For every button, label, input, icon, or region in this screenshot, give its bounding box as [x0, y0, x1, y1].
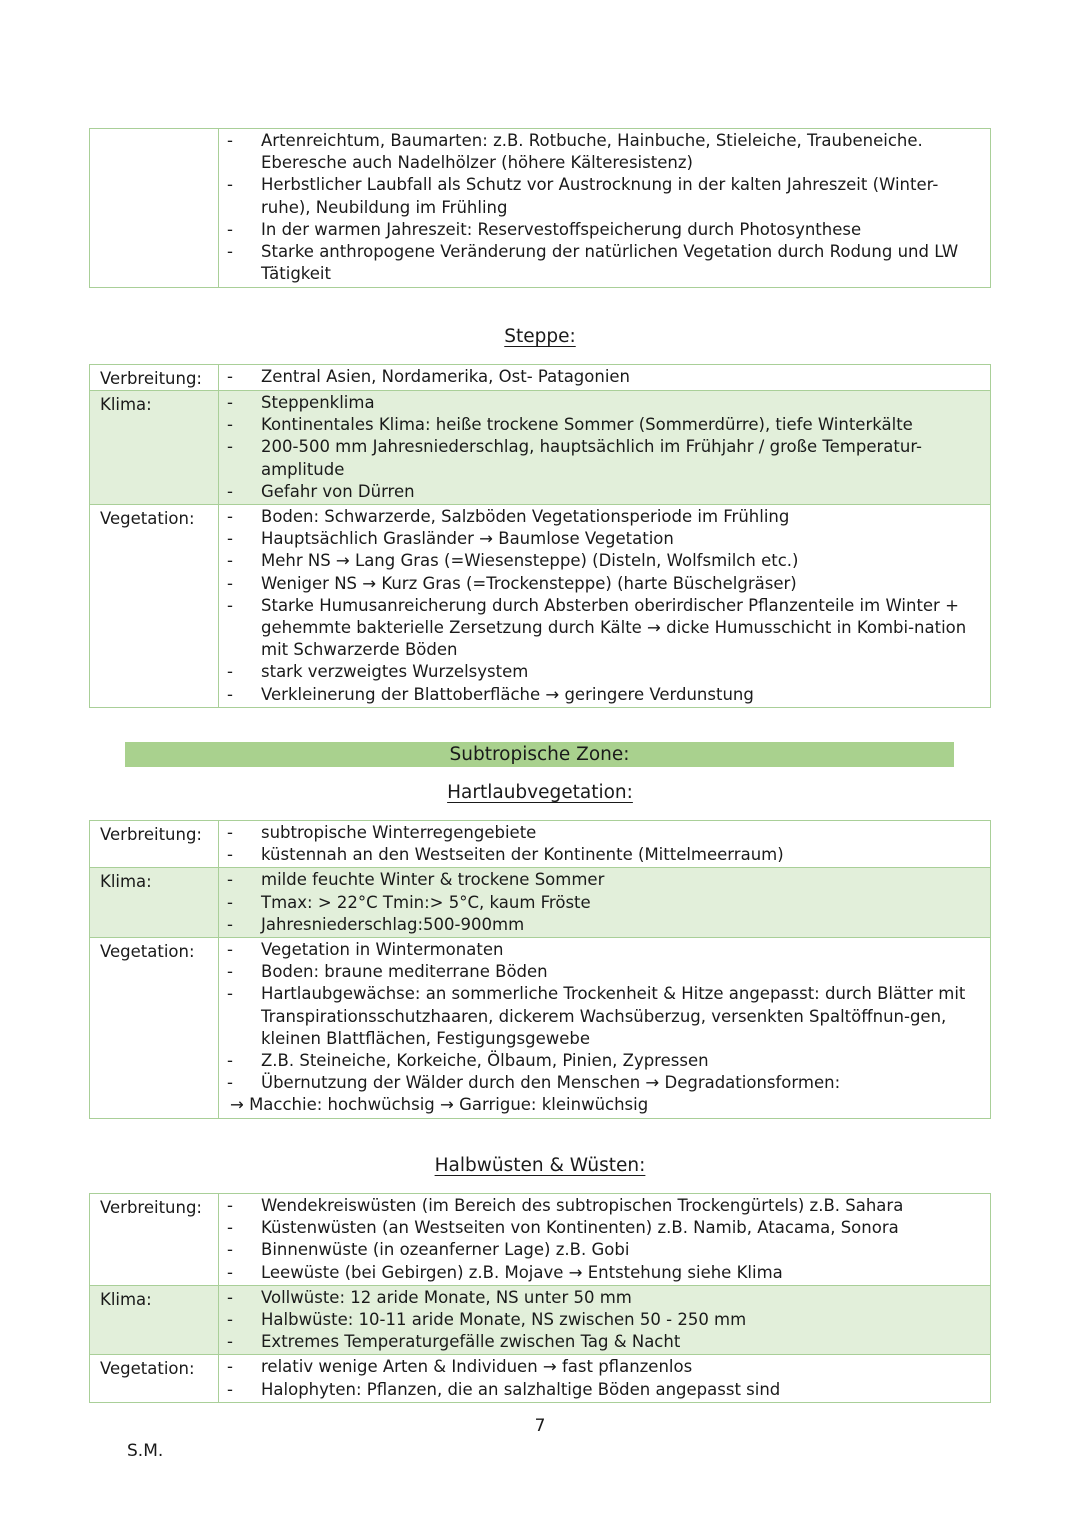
- laubwald-continuation-table: [89, 128, 991, 288]
- row-label: Vegetation:: [90, 1355, 219, 1402]
- list-item: - Küstenwüsten (an Westseiten von Kontinenten) z.B. Namib, Atacama, Sonora: [227, 1217, 980, 1239]
- list-item: - relativ wenige Arten & Individuen → fast pflanzenlos: [227, 1356, 980, 1378]
- row-label: Vegetation:: [90, 938, 219, 1119]
- verbreitung-list: [227, 1195, 980, 1284]
- list-item: - Extremes Temperaturgefälle zwischen Tag & Nacht: [227, 1331, 980, 1353]
- empty-label-cell: [90, 129, 219, 288]
- row-label: Klima:: [90, 391, 219, 505]
- klima-list: [227, 1287, 980, 1354]
- content-cell: [219, 1194, 991, 1286]
- list-item: - Tmax: > 22°C Tmin:> 5°C, kaum Fröste: [227, 892, 980, 914]
- list-item: - milde feuchte Winter & trockene Sommer: [227, 869, 980, 891]
- list-item: - stark verzweigtes Wurzelsystem: [227, 661, 980, 683]
- list-item: - 200-500 mm Jahresniederschlag, hauptsächlich im Frühjahr / große Temperatur-amplitude: [227, 436, 980, 480]
- row-label: Klima:: [90, 868, 219, 938]
- zone-title-banner: Subtropische Zone:: [125, 742, 954, 767]
- content-cell: [219, 821, 991, 868]
- vegetation-list: [227, 1356, 980, 1400]
- list-item: - Übernutzung der Wälder durch den Menschen → Degradationsformen:: [227, 1072, 980, 1094]
- hartlaub-heading: Hartlaubvegetation:: [447, 782, 633, 803]
- content-cell: [219, 365, 991, 391]
- list-item: - Binnenwüste (in ozeanferner Lage) z.B. Gobi: [227, 1239, 980, 1261]
- row-label: Vegetation:: [90, 505, 219, 708]
- list-item: - In der warmen Jahreszeit: Reservestoffspeicherung durch Photosynthese: [227, 219, 980, 241]
- list-item: - Kontinentales Klima: heiße trockene Sommer (Sommerdürre), tiefe Winterkälte: [227, 414, 980, 436]
- row-label: Verbreitung:: [90, 1194, 219, 1286]
- table-row: [90, 365, 991, 391]
- vegetation-list: [227, 939, 980, 1094]
- wueste-heading: Halbwüsten & Wüsten:: [434, 1155, 646, 1176]
- list-item: - Leewüste (bei Gebirgen) z.B. Mojave → Entstehung siehe Klima: [227, 1262, 980, 1284]
- list-item: - Jahresniederschlag:500-900mm: [227, 914, 980, 936]
- klima-list: [227, 869, 980, 936]
- content-cell: [219, 1355, 991, 1402]
- steppe-table: [89, 364, 991, 708]
- list-item: - Starke anthropogene Veränderung der natürlichen Vegetation durch Rodung und LW Tätigkeit: [227, 241, 980, 285]
- list-item: - Hartlaubgewächse: an sommerliche Trockenheit & Hitze angepasst: durch Blätter mit Transpirationsschutzhaaren, dickerem Wachsüberzug, versenkten Spaltöffnun-gen, kleinen Blattflächen, Festigungsgewebe: [227, 983, 980, 1050]
- content-cell: [219, 391, 991, 505]
- vegetation-list: [227, 506, 980, 706]
- table-row: [90, 938, 991, 1119]
- list-item: - Artenreichtum, Baumarten: z.B. Rotbuche, Hainbuche, Stieleiche, Traubeneiche. Eberesche auch Nadelhölzer (höhere Kälteresistenz): [227, 130, 980, 174]
- degradation-forms-line: → Macchie: hochwüchsig → Garrigue: kleinwüchsig: [230, 1095, 649, 1115]
- table-row: [90, 1285, 991, 1355]
- list-item: - Boden: Schwarzerde, Salzböden Vegetationsperiode im Frühling: [227, 506, 980, 528]
- content-cell: [219, 505, 991, 708]
- table-row: [90, 505, 991, 708]
- row-label: Verbreitung:: [90, 821, 219, 868]
- table-row: [90, 868, 991, 938]
- list-item: - Verkleinerung der Blattoberfläche → geringere Verdunstung: [227, 684, 980, 706]
- table-row: [90, 129, 991, 288]
- content-cell: [219, 1285, 991, 1355]
- row-label: Klima:: [90, 1285, 219, 1355]
- list-item: - subtropische Winterregengebiete: [227, 822, 980, 844]
- list-item: - Herbstlicher Laubfall als Schutz vor Austrocknung in der kalten Jahreszeit (Winter-ruhe), Neubildung im Frühling: [227, 174, 980, 218]
- table-row: [90, 1194, 991, 1286]
- content-cell: [219, 129, 991, 288]
- row-label: Verbreitung:: [90, 365, 219, 391]
- list-item: - Z.B. Steineiche, Korkeiche, Ölbaum, Pinien, Zypressen: [227, 1050, 980, 1072]
- content-cell: [219, 868, 991, 938]
- table-row: [90, 1355, 991, 1402]
- list-item: - küstennah an den Westseiten der Kontinente (Mittelmeerraum): [227, 844, 980, 866]
- page-number: 7: [534, 1416, 546, 1436]
- list-item: - Starke Humusanreicherung durch Absterben oberirdischer Pflanzenteile im Winter + gehemmte bakterielle Zersetzung durch Kälte → dicke Humusschicht in Kombi-nation mit Schwarzerde Böden: [227, 595, 980, 662]
- list-item: - Weniger NS → Kurz Gras (=Trockensteppe) (harte Büschelgräser): [227, 573, 980, 595]
- verbreitung-list: [227, 366, 980, 388]
- list-item: - Halophyten: Pflanzen, die an salzhaltige Böden angepasst sind: [227, 1379, 980, 1401]
- table-row: [90, 821, 991, 868]
- table-row: [90, 391, 991, 505]
- list-item: - Halbwüste: 10-11 aride Monate, NS zwischen 50 - 250 mm: [227, 1309, 980, 1331]
- list-item: - Hauptsächlich Grasländer → Baumlose Vegetation: [227, 528, 980, 550]
- list-item: - Boden: braune mediterrane Böden: [227, 961, 980, 983]
- vegetation-list: [227, 130, 980, 285]
- list-item: - Zentral Asien, Nordamerika, Ost- Patagonien: [227, 366, 980, 388]
- list-item: - Vegetation in Wintermonaten: [227, 939, 980, 961]
- content-cell: [219, 938, 991, 1119]
- steppe-heading: Steppe:: [504, 326, 576, 347]
- author-initials: S.M.: [127, 1441, 164, 1461]
- hartlaub-table: [89, 820, 991, 1119]
- list-item: - Vollwüste: 12 aride Monate, NS unter 50 mm: [227, 1287, 980, 1309]
- list-item: - Gefahr von Dürren: [227, 481, 980, 503]
- verbreitung-list: [227, 822, 980, 866]
- list-item: - Mehr NS → Lang Gras (=Wiesensteppe) (Disteln, Wolfsmilch etc.): [227, 550, 980, 572]
- wueste-table: [89, 1193, 991, 1403]
- list-item: - Wendekreiswüsten (im Bereich des subtropischen Trockengürtels) z.B. Sahara: [227, 1195, 980, 1217]
- klima-list: [227, 392, 980, 503]
- list-item: - Steppenklima: [227, 392, 980, 414]
